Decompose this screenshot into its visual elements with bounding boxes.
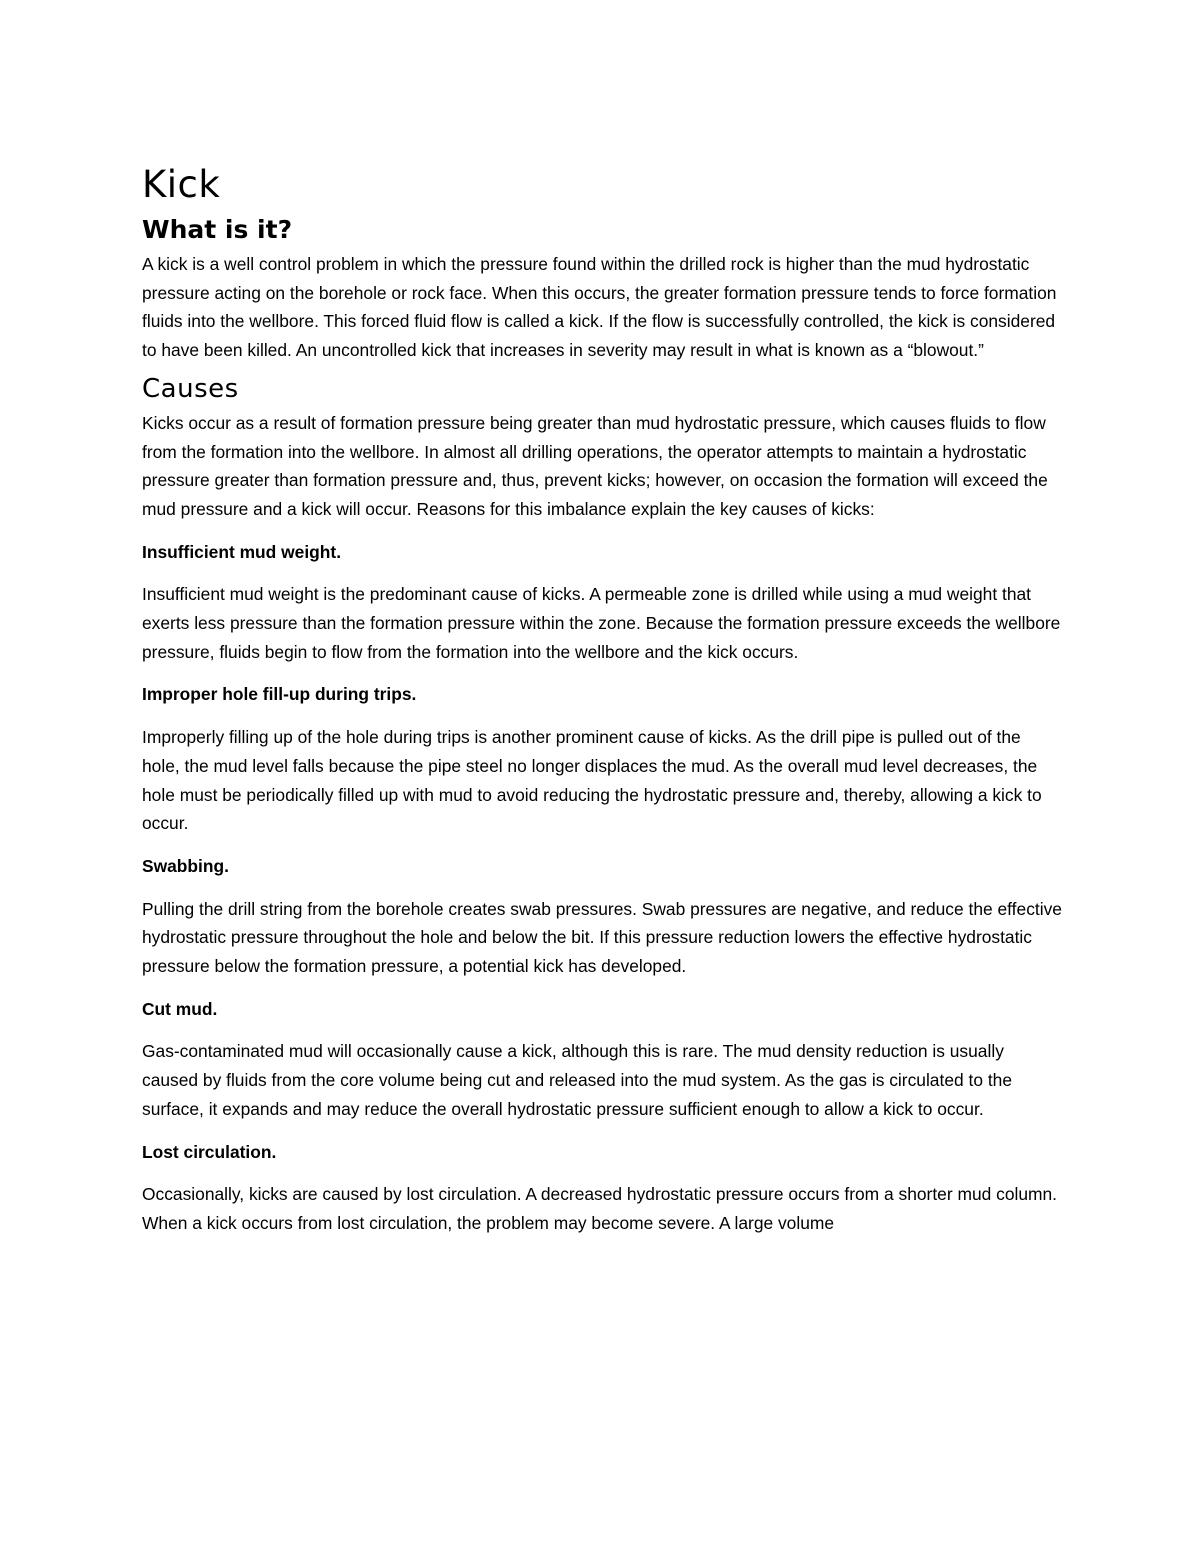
what-is-it-heading: What is it? [142,215,293,244]
cause-paragraph-improper-hole-fill-up: Improperly filling up of the hole during trips is another prominent cause of kicks. As the drill pipe is pulled out of the hole, the mud level falls because the pipe steel no longer displaces the mud. As the overall mud level decreases, the hole must be periodically filled up with mud to avoid reducing the hydrostatic pressure and, thereby, allowing a kick to occur. [142,727,1042,834]
cause-heading-cut-mud: Cut mud. [142,998,218,1019]
cause-paragraph-insufficient-mud-weight: Insufficient mud weight is the predominant cause of kicks. A permeable zone is drilled while using a mud weight that exerts less pressure than the formation pressure within the zone. Because the formation pressure exceeds the wellbore pressure, fluids begin to flow from the formation into the wellbore and the kick occurs. [142,584,1061,662]
document-page [142,160,1062,1238]
causes-heading: Causes [142,373,239,404]
cause-paragraph-swabbing: Pulling the drill string from the borehole creates swab pressures. Swab pressures are negative, and reduce the effective hydrostatic pressure throughout the hole and below the bit. If this pressure reduction lowers the effective hydrostatic pressure below the formation pressure, a potential kick has developed. [142,898,1062,977]
cause-heading-lost-circulation: Lost circulation. [142,1141,277,1162]
cause-heading-insufficient-mud-weight: Insufficient mud weight. [142,541,342,562]
cause-heading-swabbing: Swabbing. [142,855,229,876]
what-is-it-paragraph: A kick is a well control problem in which the pressure found within the drilled rock is higher than the mud hydrostatic pressure acting on the borehole or rock face. When this occurs, the greater formation pressure tends to force formation fluids into the wellbore. This forced fluid flow is called a kick. If the flow is successfully controlled, the kick is considered to have been killed. An uncontrolled kick that increases in severity may result in what is known as a “blowout.” [142,254,1057,361]
cause-heading-improper-hole-fill-up: Improper hole fill-up during trips. [142,684,417,705]
cause-paragraph-lost-circulation: Occasionally, kicks are caused by lost circulation. A decreased hydrostatic pressure occurs from a shorter mud column. When a kick occurs from lost circulation, the problem may become severe. A large volume [142,1184,1058,1233]
cause-paragraph-cut-mud: Gas-contaminated mud will occasionally cause a kick, although this is rare. The mud density reduction is usually caused by fluids from the core volume being cut and released into the mud system. As the gas is circulated to the surface, it expands and may reduce the overall hydrostatic pressure sufficient enough to allow a kick to occur. [142,1041,1012,1119]
document-title: Kick [142,163,221,206]
causes-paragraph: Kicks occur as a result of formation pressure being greater than mud hydrostatic pressure, which causes fluids to flow from the formation into the wellbore. In almost all drilling operations, the operator attempts to maintain a hydrostatic pressure greater than formation pressure and, thus, prevent kicks; however, on occasion the formation will exceed the mud pressure and a kick will occur. Reasons for this imbalance explain the key causes of kicks: [142,412,1048,519]
